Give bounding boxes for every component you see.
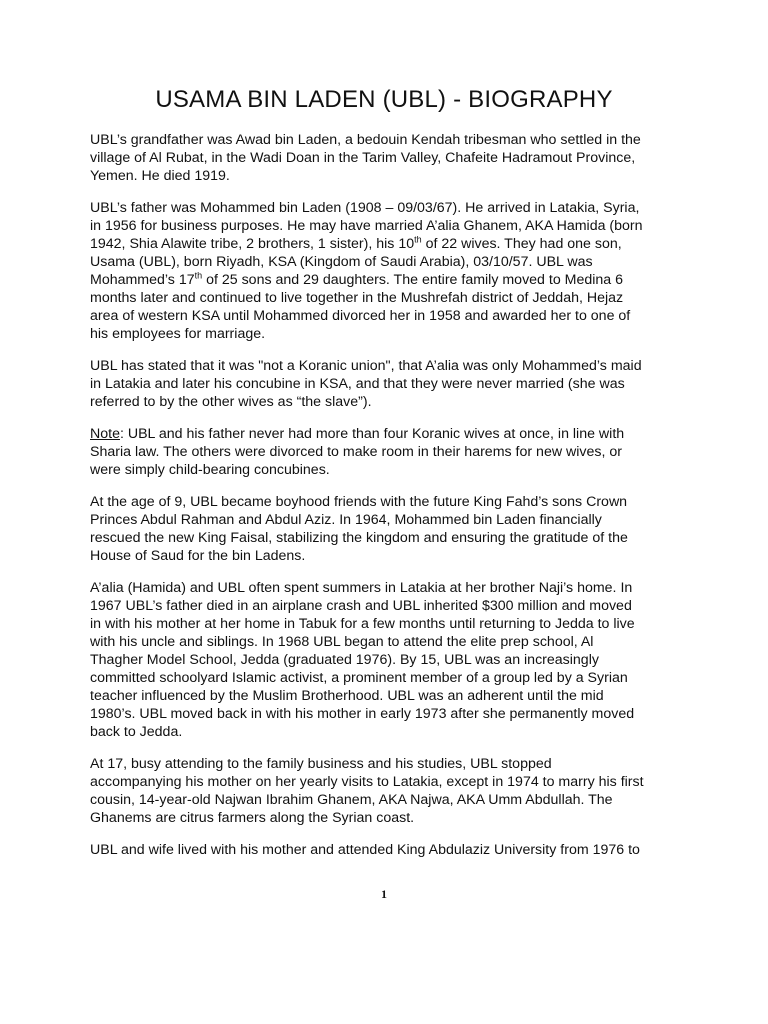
note-text: : UBL and his father never had more than four Koranic wives at once, in line with Sharia law. The others were divorced to make room in their harems for new wives, or were simply child-bearing concubines. xyxy=(90,426,625,478)
paragraph-boyhood: At the age of 9, UBL became boyhood friends with the future King Fahd’s sons Crown Princes Abdul Rahman and Abdul Aziz. In 1964, Mohammed bin Laden financially rescued the new King Faisal, stabilizing the kingdom and ensuring the gratitude of the House of Saud for the bin Ladens. xyxy=(90,494,628,564)
paragraph-father-text-3: of 25 sons and 29 daughters. The entire family moved to Medina 6 months later and continued to live together in the Mushrefah district of Jeddah, Hejaz area of western KSA until Mohammed divorced her in 1958 and awarded her to one of his employees for marriage. xyxy=(90,272,631,342)
document-body xyxy=(90,131,644,873)
ordinal-suffix: th xyxy=(194,270,203,281)
paragraph-note xyxy=(90,425,644,479)
paragraph-koranic-union: UBL has stated that it was "not a Koranic union", that A’alia was only Mohammed’s maid in Latakia and later his concubine in KSA, and that they were never married (she was referred to by the other wives as “the slave”). xyxy=(90,358,642,410)
note-label: Note xyxy=(90,426,120,442)
paragraph-father-text-2: of 22 wives. They had one son, Usama (UBL), born Riyadh, KSA (Kingdom of Saudi Arabia), 03/10/57. UBL was Mohammed’s 17 xyxy=(90,236,622,288)
paragraph-grandfather: UBL’s grandfather was Awad bin Laden, a bedouin Kendah tribesman who settled in the village of Al Rubat, in the Wadi Doan in the Tarim Valley, Chafeite Hadramout Province, Yemen. He died 1919. xyxy=(90,132,641,184)
document-title: USAMA BIN LADEN (UBL) - BIOGRAPHY xyxy=(155,86,613,113)
paragraph-latakia-summers: A’alia (Hamida) and UBL often spent summers in Latakia at her brother Naji’s home. In 1967 UBL’s father died in an airplane crash and UBL inherited $300 million and moved in with his mother at her home in Tabuk for a few months until returning to Jedda to live with his uncle and siblings. In 1968 UBL began to attend the elite prep school, Al Thagher Model School, Jedda (graduated 1976). By 15, UBL was an increasingly committed schoolyard Islamic activist, a prominent member of a group led by a Syrian teacher influenced by the Muslim Brotherhood. UBL was an adherent until the mid 1980’s. UBL moved back in with his mother in early 1973 after she permanently moved back to Jedda. xyxy=(90,580,635,740)
page-number: 1 xyxy=(381,887,387,901)
paragraph-marriage: At 17, busy attending to the family business and his studies, UBL stopped accompanying his mother on her yearly visits to Latakia, except in 1974 to marry his first cousin, 14-year-old Najwan Ibrahim Ghanem, AKA Najwa, AKA Umm Abdullah. The Ghanems are citrus farmers along the Syrian coast. xyxy=(90,756,644,826)
paragraph-father-text-1: UBL’s father was Mohammed bin Laden (1908 – 09/03/67). He arrived in Latakia, Syria, in 1956 for business purposes. He may have married A’alia Ghanem, AKA Hamida (born 1942, Shia Alawite tribe, 2 brothers, 1 sister), his 10 xyxy=(90,200,643,252)
paragraph-father xyxy=(90,199,644,343)
ordinal-suffix: th xyxy=(414,234,422,245)
paragraph-university: UBL and wife lived with his mother and attended King Abdulaziz University from 1976 to xyxy=(90,842,640,858)
